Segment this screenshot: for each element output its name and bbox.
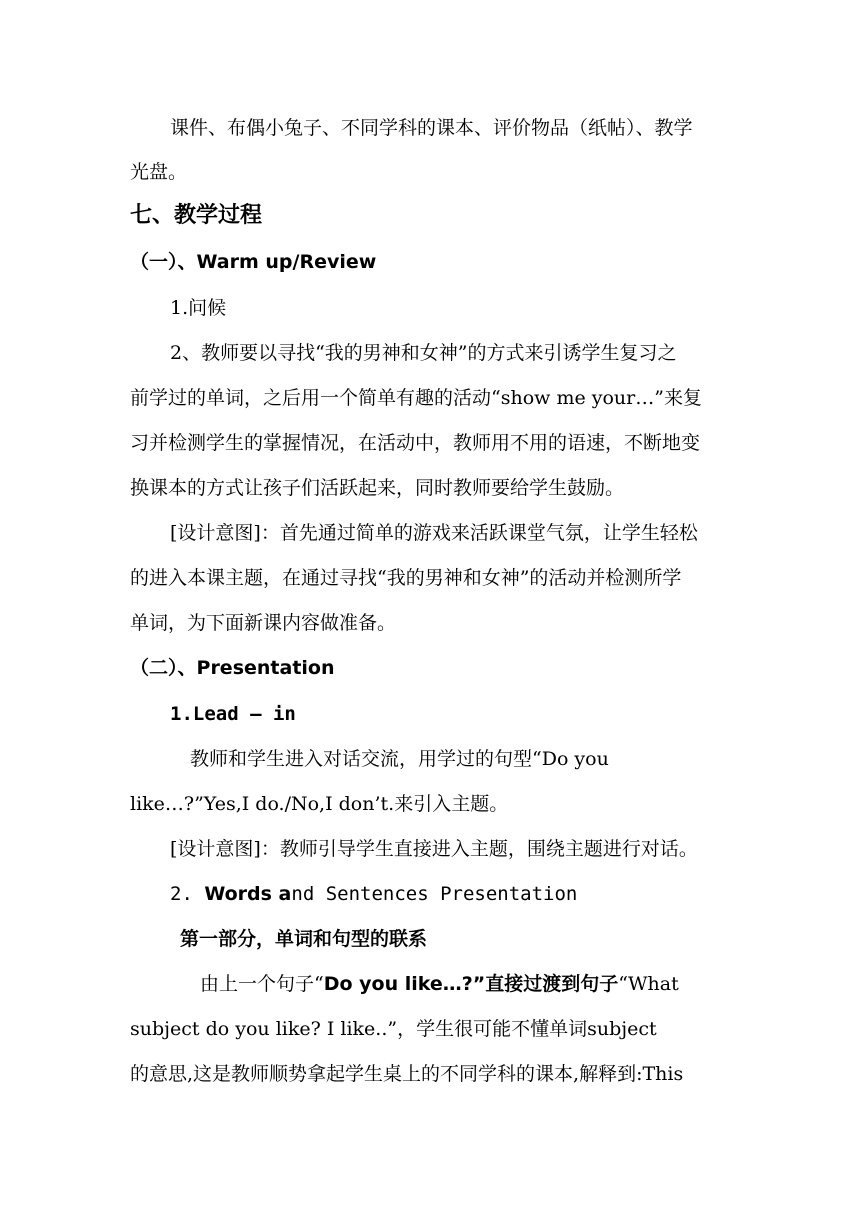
- part-1-title-prefix: （一）、: [130, 251, 197, 273]
- design-intent-1-line-3: 单词，为下面新课内容做准备。: [130, 612, 397, 634]
- part-one-heading: 第一部分，单词和句型的联系: [180, 928, 428, 950]
- words-sentences-heading: [170, 882, 577, 906]
- transition-line-1-a: 由上一个句子“: [200, 973, 324, 995]
- lead-in-para-line-1: 教师和学生进入对话交流，用学过的句型“Do you: [190, 748, 609, 770]
- part-2-title-prefix: （二）、: [130, 657, 197, 679]
- lead-in-heading: 1.Lead – in: [170, 703, 296, 725]
- transition-para-line-3: 的意思,这是教师顺势拿起学生桌上的不同学科的课本,解释到:This: [130, 1063, 684, 1085]
- part-2-title-en: Presentation: [196, 657, 335, 679]
- review-para-line-1: 2、教师要以寻找“我的男神和女神”的方式来引诱学生复习之: [170, 342, 677, 364]
- transition-line-1-c: “What: [618, 973, 679, 995]
- part-1-title-en: Warm up/Review: [196, 251, 377, 273]
- materials-line-1: 课件、布偶小兔子、不同学科的课本、评价物品（纸帖）、教学: [170, 117, 693, 139]
- review-para-line-3: 习并检测学生的掌握情况，在活动中，教师用不用的语速，不断地变: [130, 432, 701, 454]
- design-intent-2: [设计意图]：教师引导学生直接进入主题，围绕主题进行对话。: [170, 838, 698, 860]
- review-para-line-2: 前学过的单词，之后用一个简单有趣的活动“show me your…”来复: [130, 387, 702, 409]
- transition-para-line-2: subject do you like? I like..”，学生很可能不懂单词subject: [130, 1018, 657, 1040]
- section-7-title: 七、教学过程: [130, 203, 263, 228]
- materials-line-2: 光盘。: [130, 161, 188, 183]
- review-para-line-4: 换课本的方式让孩子们活跃起来，同时教师要给学生鼓励。: [130, 477, 625, 499]
- design-intent-1-line-1: [设计意图]：首先通过简单的游戏来活跃课堂气氛，让学生轻松: [170, 522, 698, 544]
- part-1-title: [130, 250, 376, 274]
- design-intent-1-line-2: 的进入本课主题，在通过寻找“我的男神和女神”的活动并检测所学: [130, 567, 682, 589]
- words-rest: nd Sentences Presentation: [291, 883, 578, 905]
- greeting-item: 1.问候: [170, 297, 227, 319]
- words-num: 2.: [170, 883, 205, 905]
- transition-para-line-1: [200, 972, 679, 996]
- part-2-title: [130, 656, 335, 680]
- lead-in-para-line-2: like…?”Yes,I do./No,I don’t.来引入主题。: [130, 793, 509, 815]
- words-bold: Words a: [204, 883, 292, 905]
- transition-line-1-b: Do you like…?”直接过渡到句子: [323, 973, 619, 995]
